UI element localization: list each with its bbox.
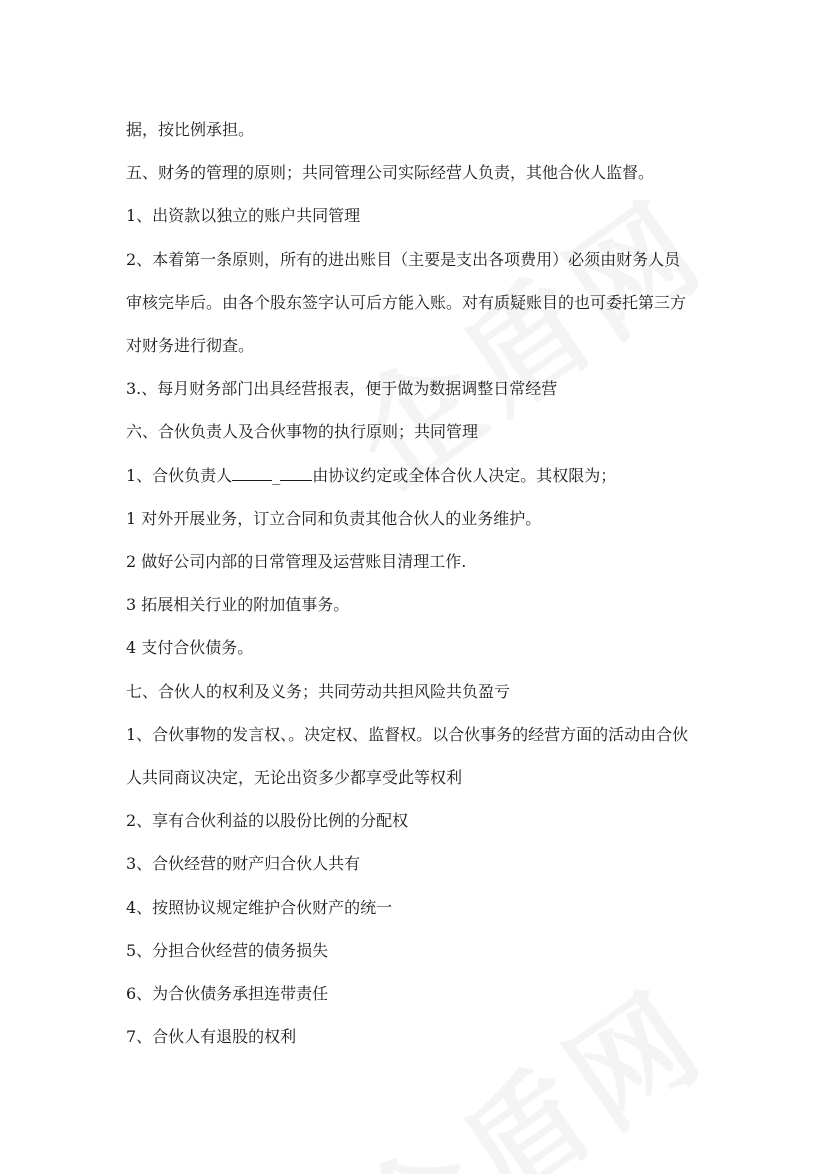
paragraph: 4、按照协议规定维护合伙财产的统一 — [126, 897, 393, 917]
section-heading-finance: 五、财务的管理的原则；共同管理公司实际经营人负责，其他合伙人监督。 — [126, 163, 655, 183]
paragraph: 5、分担合伙经营的债务损失 — [126, 940, 329, 960]
paragraph: 1、出资款以独立的账户共同管理 — [126, 206, 361, 226]
blank-line-before: 1、合伙负责人 — [126, 465, 233, 485]
document-body — [126, 108, 726, 1058]
paragraph: 据，按比例承担。 — [126, 120, 255, 139]
paragraph: 7、合伙人有退股的权利 — [126, 1027, 297, 1047]
blank-line-after: 由协议约定或全体合伙人决定。其权限为； — [312, 465, 617, 485]
paragraph: 审核完毕后。由各个股东签字认可后方能入账。对有质疑账目的也可委托第三方 — [126, 292, 687, 312]
paragraph: 2、享有合伙利益的以股份比例的分配权 — [126, 811, 409, 831]
paragraph: 对财务进行彻查。 — [126, 336, 255, 356]
section-heading-rights: 七、合伙人的权利及义务；共同劳动共担风险共负盈亏 — [126, 681, 511, 701]
paragraph: 3 拓展相关行业的附加值事务。 — [126, 595, 350, 615]
fill-in-blank — [232, 462, 272, 481]
paragraph: 2 做好公司内部的日常管理及运营账目清理工作. — [126, 552, 467, 572]
blank-line-middle: _ — [272, 465, 281, 485]
paragraph: 人共同商议决定，无论出资多少都享受此等权利 — [126, 768, 463, 788]
section-heading-responsible: 六、合伙负责人及合伙事物的执行原则；共同管理 — [126, 422, 479, 442]
fill-in-blank — [280, 462, 312, 481]
paragraph: 3.、每月财务部门出具经营报表，便于做为数据调整日常经营 — [126, 379, 558, 399]
paragraph: 6、为合伙债务承担连带责任 — [126, 984, 329, 1004]
paragraph-with-blank — [126, 454, 726, 497]
paragraph: 1、合伙事物的发言权、。决定权、监督权。以合伙事务的经营方面的活动由合伙 — [126, 724, 689, 744]
paragraph: 1 对外开展业务，订立合同和负责其他合伙人的业务维护。 — [126, 508, 542, 528]
paragraph: 4 支付合伙债务。 — [126, 638, 254, 658]
paragraph: 2、本着第一条原则，所有的进出账目（主要是支出各项费用）必须由财务人员 — [126, 249, 681, 269]
paragraph: 3、合伙经营的财产归合伙人共有 — [126, 854, 361, 874]
